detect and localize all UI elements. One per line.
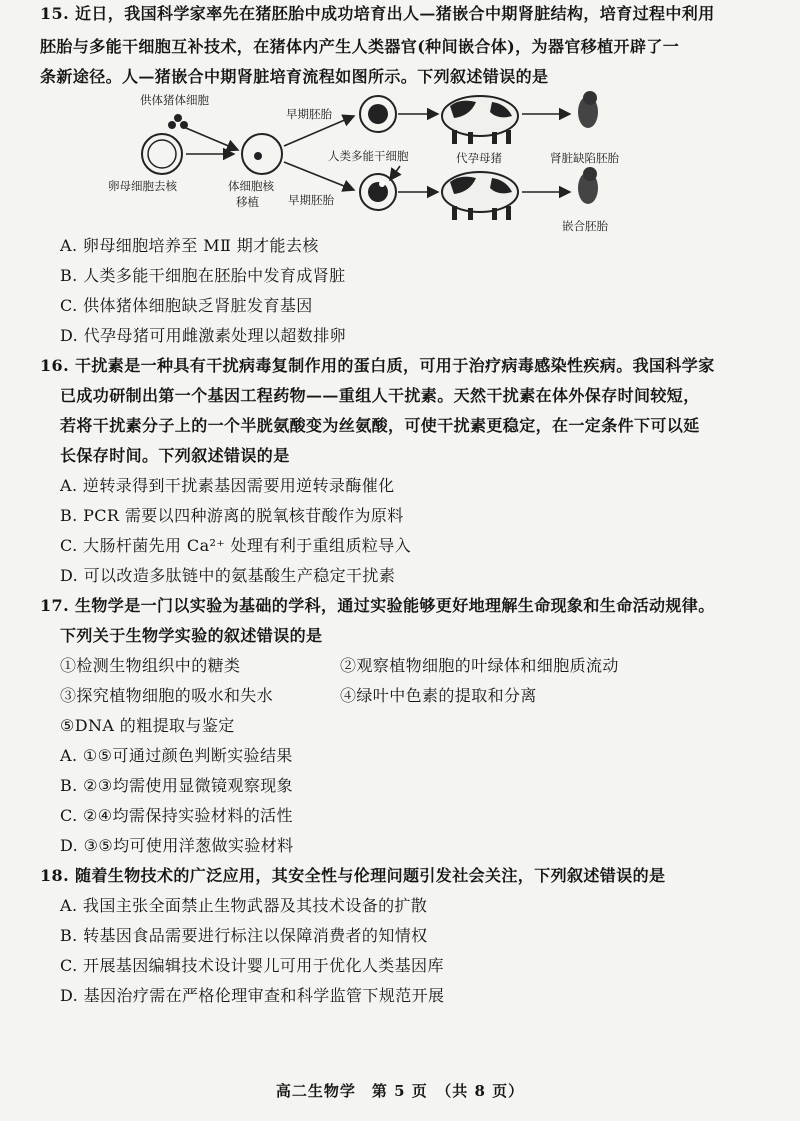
q17-item-1: ①检测生物组织中的糖类: [60, 656, 241, 675]
kidney-chimera-flow-diagram: [100, 88, 640, 238]
q15-option-a: A. 卵母细胞培养至 MⅡ 期才能去核: [60, 236, 319, 255]
q15-stem-line: 15. 近日，我国科学家率先在猪胚胎中成功培育出人—猪嵌合中期肾脏结构，培育过程中利用: [40, 4, 715, 23]
q17-option-c: C. ②④均需保持实验材料的活性: [60, 806, 293, 825]
q17-stem-line: 17. 生物学是一门以实验为基础的学科，通过实验能够更好地理解生命现象和生命活动规律。: [40, 596, 715, 615]
q16-stem-line: 长保存时间。下列叙述错误的是: [60, 446, 290, 465]
q15-option-c: C. 供体猪体细胞缺乏肾脏发育基因: [60, 296, 313, 315]
surrogate-pig-top-icon: [442, 96, 518, 144]
q16-option-a: A. 逆转录得到干扰素基因需要用逆转录酶催化: [60, 476, 395, 495]
defective-kidney-embryo-icon: [578, 91, 598, 128]
oocyte-icon: [142, 134, 182, 174]
label-human-stem-cell: 人类多能干细胞: [328, 149, 409, 163]
surrogate-pig-bottom-icon: [442, 172, 518, 220]
label-early-embryo-top: 早期胚胎: [286, 107, 332, 121]
embryo-top-icon: [360, 96, 396, 132]
label-early-embryo-bottom: 早期胚胎: [288, 193, 334, 207]
q17-option-a: A. ①⑤可通过颜色判断实验结果: [60, 746, 293, 765]
q16-option-c: C. 大肠杆菌先用 Ca²⁺ 处理有利于重组质粒导入: [60, 536, 412, 555]
q18-stem-line: 18. 随着生物技术的广泛应用，其安全性与伦理问题引发社会关注，下列叙述错误的是: [40, 866, 666, 885]
q17-item-2: ②观察植物细胞的叶绿体和细胞质流动: [340, 656, 619, 675]
q16-option-d: D. 可以改造多肽链中的氨基酸生产稳定干扰素: [60, 566, 396, 585]
q17-stem-line: 下列关于生物学实验的叙述错误的是: [60, 626, 323, 645]
q15-stem-line: 条新途径。人—猪嵌合中期肾脏培育流程如图所示。下列叙述错误的是: [40, 67, 549, 86]
chimeric-embryo-icon: [578, 167, 598, 204]
q17-option-d: D. ③⑤均可使用洋葱做实验材料: [60, 836, 294, 855]
q17-item-4: ④绿叶中色素的提取和分离: [340, 686, 537, 705]
q15-stem-line: 胚胎与多能干细胞互补技术，在猪体内产生人类器官(种间嵌合体)，为器官移植开辟了一: [40, 37, 680, 56]
q17-item-3: ③探究植物细胞的吸水和失水: [60, 686, 274, 705]
q15-option-d: D. 代孕母猪可用雌激素处理以超数排卵: [60, 326, 347, 345]
q16-stem-line: 若将干扰素分子上的一个半胱氨酸变为丝氨酸，可使干扰素更稳定，在一定条件下可以延: [60, 416, 700, 435]
label-surrogate-pig: 代孕母猪: [456, 151, 502, 165]
q15-option-b: B. 人类多能干细胞在胚胎中发育成肾脏: [60, 266, 346, 285]
label-oocyte: 卵母细胞去核: [108, 179, 177, 193]
q18-option-a: A. 我国主张全面禁止生物武器及其技术设备的扩散: [60, 896, 428, 915]
label-donor-cell: 供体猪体细胞: [140, 93, 209, 107]
donor-cell-cluster-icon: [168, 114, 188, 129]
q18-option-d: D. 基因治疗需在严格伦理审查和科学监管下规范开展: [60, 986, 445, 1005]
q16-stem-line: 已成功研制出第一个基因工程药物——重组人干扰素。天然干扰素在体外保存时间较短，: [60, 386, 700, 405]
label-nuclear-transfer-2: 移植: [236, 195, 259, 209]
q16-stem-line: 16. 干扰素是一种具有干扰病毒复制作用的蛋白质，可用于治疗病毒感染性疾病。我国科学家: [40, 356, 715, 375]
page-footer: 高二生物学 第 5 页 （共 8 页）: [275, 1082, 525, 1100]
label-nuclear-transfer-1: 体细胞核: [228, 179, 274, 193]
q16-option-b: B. PCR 需要以四种游离的脱氧核苷酸作为原料: [60, 506, 404, 525]
q17-item-5: ⑤DNA 的粗提取与鉴定: [60, 716, 235, 735]
q18-option-c: C. 开展基因编辑技术设计婴儿可用于优化人类基因库: [60, 956, 444, 975]
q18-option-b: B. 转基因食品需要进行标注以保障消费者的知情权: [60, 926, 428, 945]
q17-option-b: B. ②③均需使用显微镜观察现象: [60, 776, 294, 795]
label-chimeric-embryo: 嵌合胚胎: [562, 219, 608, 233]
nuclear-transfer-cell-icon: [242, 134, 282, 174]
label-defective-embryo: 肾脏缺陷胚胎: [550, 151, 619, 165]
